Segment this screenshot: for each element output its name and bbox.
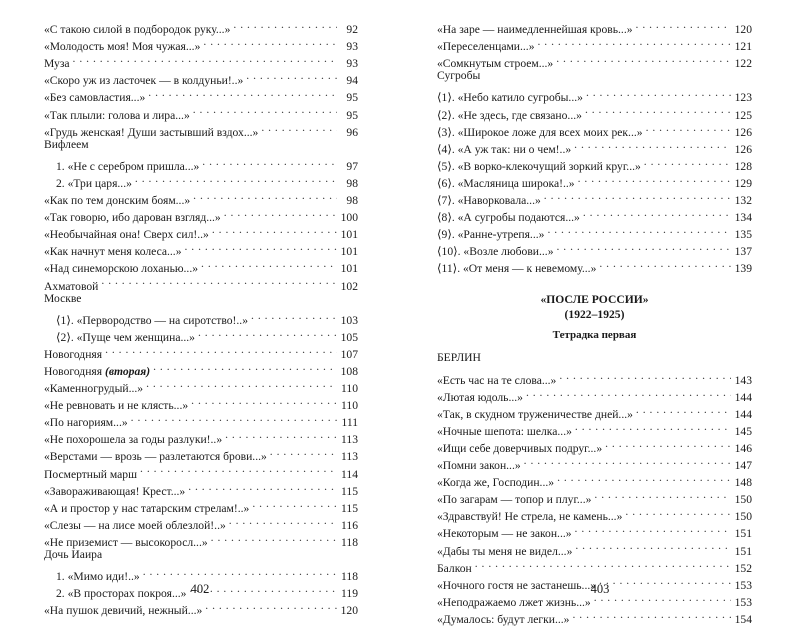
toc-entry[interactable]	[437, 16, 752, 37]
toc-entry-title: «Переселенцами...»	[437, 40, 535, 54]
page-number-right: 403	[590, 582, 610, 596]
leader-dots	[135, 170, 337, 187]
toc-entry-title: Новогодняя	[44, 347, 103, 361]
toc-entry-page: 108	[340, 364, 358, 378]
toc-entry-page: 119	[341, 587, 358, 601]
toc-entry-title: «Молодость моя! Моя чужая...»	[44, 40, 201, 54]
toc-entry[interactable]	[44, 67, 358, 88]
toc-entry-title: 1. «Не с серебром пришла...»	[56, 159, 200, 173]
toc-entry-page: 152	[734, 561, 752, 575]
toc-entry-title: «Сомкнутым строем...»	[437, 57, 554, 71]
toc-entry-page: 144	[734, 390, 752, 404]
toc-entry-title: «Слезы — на лисе моей облезлой!..»	[44, 518, 226, 532]
toc-entry-title: «Не похорошела за годы разлуки!..»	[44, 433, 223, 447]
toc-entry-title: Ахматовой	[44, 279, 99, 293]
toc-heading-doch: Дочь Иаира	[44, 547, 103, 561]
toc-entry-page: 123	[734, 91, 752, 105]
toc-entry-page: 134	[734, 211, 752, 225]
leader-dots	[599, 255, 731, 272]
toc-entry-title: «Некоторым — не закон...»	[437, 527, 572, 541]
toc-entry-title: ⟨4⟩. «А уж так: ни о чем!..»	[437, 142, 572, 156]
leader-dots	[547, 221, 731, 238]
toc-entry-page: 148	[734, 476, 752, 490]
left-page	[0, 0, 400, 625]
toc-entry[interactable]	[44, 563, 358, 584]
toc-heading-berlin: БЕРЛИН	[437, 351, 481, 365]
toc-entry-title: «Как по тем донским боям...»	[44, 194, 191, 208]
leader-dots	[557, 238, 732, 255]
toc-entry-page: 105	[340, 330, 358, 344]
leader-dots	[578, 170, 731, 187]
leader-dots	[193, 101, 337, 118]
leader-dots	[646, 119, 731, 136]
toc-entry-page: 135	[734, 228, 752, 242]
toc-entry-page: 101	[340, 245, 358, 259]
toc-entry-title: 1. «Мимо иди!..»	[56, 570, 140, 584]
leader-dots	[526, 384, 731, 401]
toc-entry-title: Новогодняя (вторая)	[44, 364, 151, 378]
page-number-left: 402	[190, 582, 210, 596]
toc-entry-title: ⟨8⟩. «А сугробы подаются...»	[437, 211, 580, 225]
toc-entry-title: ⟨3⟩. «Широкое ложе для всех моих рек...»	[437, 125, 643, 139]
leader-dots	[625, 503, 731, 520]
toc-entry[interactable]	[44, 50, 358, 71]
leader-dots	[205, 597, 337, 614]
leader-dots	[224, 204, 337, 221]
toc-entry[interactable]	[44, 153, 358, 173]
leader-dots	[146, 375, 337, 392]
leader-dots	[575, 418, 731, 435]
leader-dots	[636, 401, 731, 418]
toc-entry-title: «Так, в скудном труженичестве дней...»	[437, 407, 633, 421]
leader-dots	[261, 119, 337, 136]
leader-dots	[475, 555, 731, 572]
toc-entry-title: «С такою силой в подбородок руку...»	[44, 23, 231, 37]
leader-dots	[140, 460, 337, 477]
leader-dots	[585, 101, 731, 118]
leader-dots	[575, 537, 731, 554]
toc-entry-title: «Когда же, Господин...»	[437, 476, 555, 490]
toc-heading-moskve: Москве	[44, 291, 82, 305]
toc-entry-page: 146	[734, 441, 752, 455]
toc-entry-page: 113	[341, 433, 358, 447]
toc-entry-page: 120	[734, 23, 752, 37]
leader-dots	[233, 16, 337, 33]
toc-entry-page: 144	[734, 407, 752, 421]
toc-entry-title: ⟨11⟩. «От меня — к невемому...»	[437, 262, 597, 276]
toc-entry-title: «Скоро уж из ласточек — в колдуньи!..»	[44, 74, 244, 88]
toc-entry-title: ⟨5⟩. «В ворко-клекочущий зоркий круг...»	[437, 159, 641, 173]
leader-dots	[594, 486, 731, 503]
toc-entry-page: 98	[346, 194, 358, 208]
leader-dots	[559, 367, 731, 384]
toc-entry-page: 150	[734, 510, 752, 524]
toc-entry-title: Муза	[44, 57, 70, 71]
toc-heading-vifleem: Вифлеем	[44, 137, 89, 151]
leader-dots	[143, 563, 337, 580]
toc-entry-title: ⟨6⟩. «Масляница широка!..»	[437, 176, 575, 190]
section-notebook: Тетрадка первая	[552, 329, 637, 342]
toc-entry-page: 115	[341, 501, 358, 515]
leader-dots	[252, 495, 337, 512]
toc-entry-title: «Помни закон...»	[437, 459, 521, 473]
toc-entry-page: 116	[341, 518, 358, 532]
leader-dots	[229, 512, 337, 529]
toc-entry-page: 150	[734, 493, 752, 507]
toc-entry-title: «Не ревновать и не клясть...»	[44, 399, 189, 413]
toc-entry-title: «По нагориям...»	[44, 416, 128, 430]
leader-dots	[556, 50, 731, 67]
toc-entry-title: «На пушок девичий, нежный...»	[44, 604, 203, 618]
right-page	[400, 0, 800, 625]
toc-entry-title: «Есть час на те слова...»	[437, 373, 557, 387]
toc-entry-page: 125	[734, 108, 752, 122]
toc-entry-page: 92	[346, 23, 358, 37]
toc-entry-title: «Так говорю, ибо дарован взгляд...»	[44, 211, 221, 225]
leader-dots	[202, 153, 337, 170]
toc-entry-page: 95	[346, 91, 358, 105]
toc-entry-page: 101	[340, 228, 358, 242]
toc-entry-title: «Ночного гостя не застанешь...»	[437, 578, 597, 592]
toc-entry-page: 132	[734, 194, 752, 208]
toc-entry-page: 118	[341, 570, 358, 584]
toc-entry-page: 145	[734, 424, 752, 438]
toc-entry-number: ⟨2⟩.	[437, 108, 458, 122]
toc-entry[interactable]	[437, 84, 752, 105]
toc-heading-sugroby: Сугробы	[437, 69, 481, 83]
leader-dots	[198, 324, 337, 341]
toc-entry-page: 102	[340, 279, 358, 293]
toc-entry-page: 153	[734, 578, 752, 592]
leader-dots	[246, 67, 337, 84]
toc-entry[interactable]	[437, 367, 752, 387]
toc-entry-page: 95	[346, 108, 358, 122]
leader-dots	[574, 136, 731, 153]
leader-dots	[586, 84, 731, 101]
toc-entry-page: 114	[341, 467, 358, 481]
toc-entry-title: ⟨2⟩. «Пуще чем женщина...»	[56, 330, 195, 344]
toc-right	[437, 16, 752, 626]
toc-entry-page: 98	[346, 176, 358, 190]
toc-entry-page: 128	[734, 159, 752, 173]
leader-dots	[636, 16, 731, 33]
toc-entry-title: ⟨9⟩. «Ранне-утрепя...»	[437, 228, 545, 242]
leader-dots	[575, 520, 731, 537]
toc-entry[interactable]	[437, 555, 752, 575]
toc-entry-page: 153	[734, 595, 752, 609]
toc-entry-page: 115	[341, 484, 358, 498]
toc-entry-page: 143	[734, 373, 752, 387]
toc-entry-page: 129	[734, 176, 752, 190]
toc-entry-page: 97	[346, 159, 358, 173]
toc-entry-title: «Так плыли: голова и лира...»	[44, 108, 190, 122]
leader-dots	[201, 255, 337, 272]
leader-dots	[524, 452, 731, 469]
toc-entry-title: «Необычайная она! Сверх сил!..»	[44, 228, 209, 242]
toc-entry-title: «Лютая юдоль...»	[437, 390, 523, 404]
toc-entry-title: «На заре — наимедленнейшая кровь...»	[437, 23, 633, 37]
toc-entry-page: 100	[340, 211, 358, 225]
leader-dots	[538, 33, 732, 50]
toc-entry-page: 137	[734, 245, 752, 259]
leader-dots	[193, 187, 337, 204]
toc-entry[interactable]	[44, 307, 358, 327]
leader-dots	[572, 606, 731, 623]
toc-entry-title: «Неподражаемо лжет жизнь...»	[437, 595, 591, 609]
leader-dots	[211, 529, 337, 546]
toc-entry-title: ⟨7⟩. «Наворковала...»	[437, 194, 541, 208]
toc-entry-page: 154	[734, 612, 752, 626]
toc-entry-title: «А и простор у нас татарским стрелам!..»	[44, 501, 250, 515]
toc-entry-title: «Здравствуй! Не стрела, не камень...»	[437, 510, 623, 524]
leader-dots	[605, 435, 731, 452]
toc-entry-page: 122	[734, 57, 752, 71]
leader-dots	[105, 341, 337, 358]
toc-entry-page: 110	[341, 382, 358, 396]
toc-left	[44, 16, 358, 618]
toc-entry-title: «Как начнут меня колеса...»	[44, 245, 182, 259]
toc-entry-page: 101	[340, 262, 358, 276]
toc-entry-title: «Верстами — врозь — разлетаются брови...»	[44, 450, 267, 464]
toc-entry-page: 151	[734, 544, 752, 558]
toc-entry-title: Посмертный марш	[44, 467, 138, 481]
toc-entry-title: ⟨2⟩. «Не здесь, где связано...»	[437, 108, 582, 122]
toc-entry-page: 110	[341, 399, 358, 413]
toc-entry-title: «Дабы ты меня не видел...»	[437, 544, 573, 558]
toc-entry-page: 93	[346, 57, 358, 71]
toc-entry-title: «Над синеморскою лоханью...»	[44, 262, 199, 276]
leader-dots	[544, 187, 731, 204]
toc-entry-page: 139	[734, 262, 752, 276]
toc-entry-page: 121	[734, 40, 752, 54]
leader-dots	[188, 478, 337, 495]
section-years: (1922–1925)	[564, 308, 625, 322]
toc-entry-title: ⟨1⟩. «Небо катило сугробы...»	[437, 91, 583, 105]
toc-entry-page: 120	[340, 604, 358, 618]
toc-entry-page: 147	[734, 459, 752, 473]
leader-dots	[557, 469, 731, 486]
toc-entry-page: 96	[346, 125, 358, 139]
toc-entry-title: «Грудь женская! Души застывший вздох...»	[44, 125, 259, 139]
toc-entry-page: 107	[340, 347, 358, 361]
toc-entry-title: «Не приземист — высокоросл...»	[44, 535, 208, 549]
toc-entry-page: 111	[341, 416, 358, 430]
toc-entry[interactable]	[44, 16, 358, 37]
leader-dots	[203, 33, 337, 50]
leader-dots	[270, 443, 337, 460]
toc-entry-title: «По загарам — топор и плуг...»	[437, 493, 592, 507]
section-title: «ПОСЛЕ РОССИИ»	[540, 293, 649, 307]
leader-dots	[185, 238, 338, 255]
toc-entry-title: ⟨1⟩. «Первородство — на сиротство!..»	[56, 313, 249, 327]
leader-dots	[225, 426, 337, 443]
toc-entry-page: 113	[341, 450, 358, 464]
leader-dots	[251, 307, 337, 324]
leader-dots	[153, 358, 337, 375]
toc-entry-title: 2. «Три царя...»	[56, 176, 132, 190]
toc-entry-title: «Завораживающая! Крест...»	[44, 484, 186, 498]
leader-dots	[73, 50, 337, 67]
toc-entry-title: «Думалось: будут легки...»	[437, 612, 570, 626]
toc-entry-page: 93	[346, 40, 358, 54]
toc-entry-page: 151	[734, 527, 752, 541]
toc-entry-page: 118	[341, 535, 358, 549]
toc-entry-qualifier: (вторая)	[104, 364, 151, 378]
toc-entry-title: ⟨10⟩. «Возле любови...»	[437, 245, 554, 259]
leader-dots	[131, 409, 337, 426]
toc-entry-page: 94	[346, 74, 358, 88]
leader-dots	[212, 221, 337, 238]
toc-entry-page: 126	[734, 125, 752, 139]
toc-entry-title: «Каменногрудый...»	[44, 382, 144, 396]
toc-entry-page: 103	[340, 313, 358, 327]
toc-entry-title: 2. «В просторах покроя...»	[56, 587, 187, 601]
leader-dots	[191, 392, 337, 409]
toc-entry-title: Балкон	[437, 561, 472, 575]
leader-dots	[583, 204, 731, 221]
leader-dots	[644, 153, 731, 170]
leader-dots	[101, 272, 337, 289]
toc-entry-title: «Ночные шепота: шелка...»	[437, 424, 572, 438]
toc-entry-page: 126	[734, 142, 752, 156]
toc-entry-title: «Ищи себе доверчивых подруг...»	[437, 441, 603, 455]
leader-dots	[148, 84, 337, 101]
toc-entry-title: «Без самовластия...»	[44, 91, 146, 105]
